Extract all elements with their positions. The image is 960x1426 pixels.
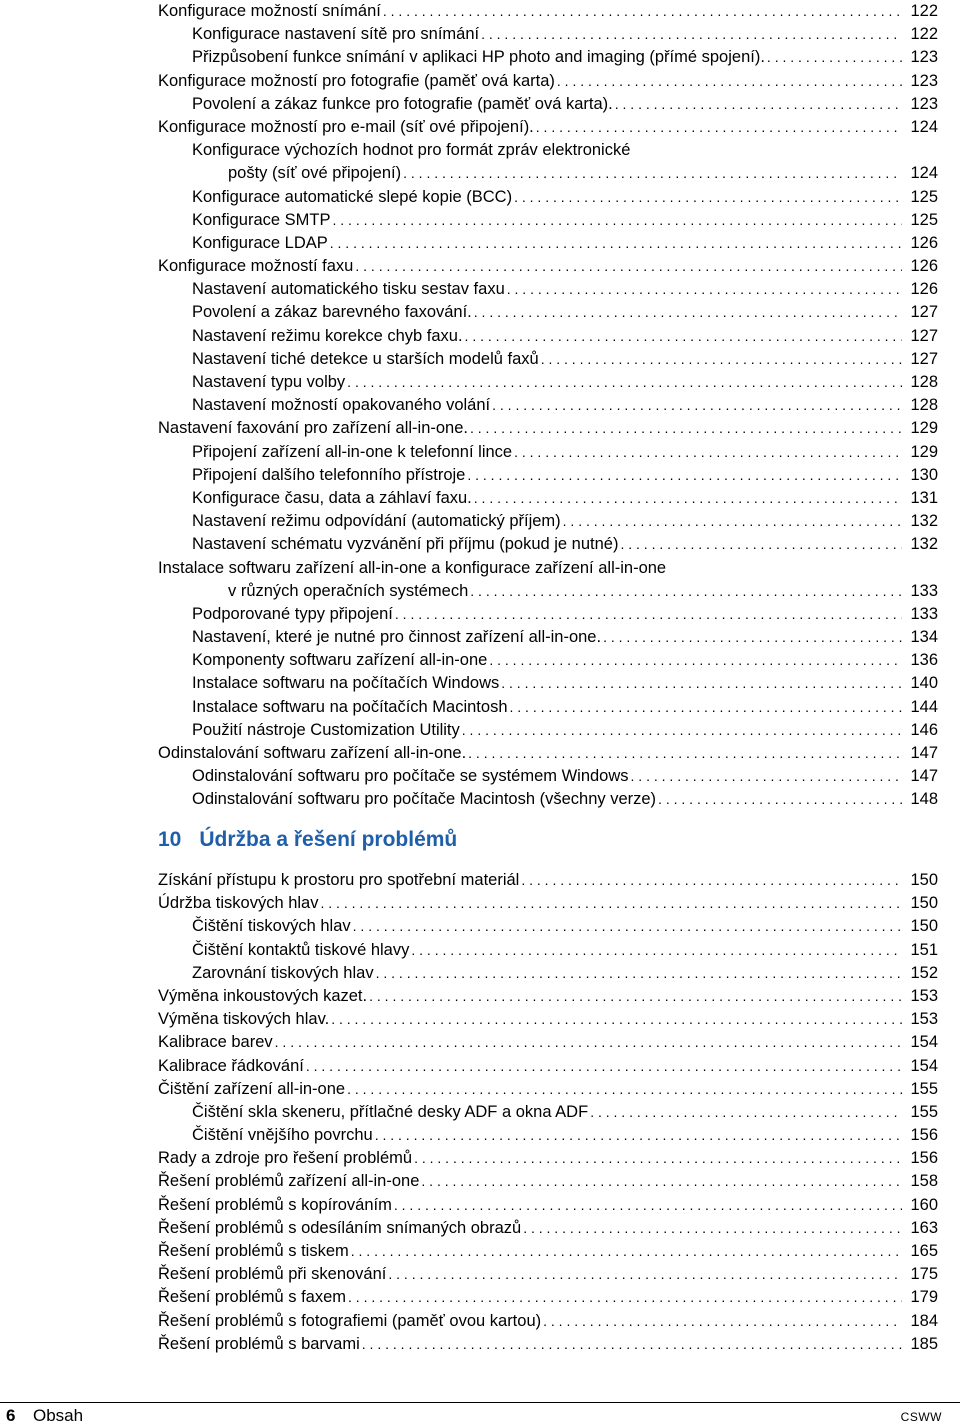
toc-entry-title: Řešení problémů s fotografiemi (paměť ovou kartou) bbox=[158, 1311, 542, 1330]
chapter-number: 10 bbox=[158, 828, 182, 851]
toc-entry-page: 131 bbox=[910, 488, 938, 507]
toc-leader-dots bbox=[541, 348, 902, 371]
toc-leader-dots bbox=[394, 1194, 902, 1217]
toc-leader-dots bbox=[543, 1310, 902, 1333]
toc-entry[interactable] bbox=[158, 626, 938, 649]
toc-entry-title: Kalibrace barev bbox=[158, 1033, 273, 1052]
toc-leader-dots bbox=[470, 580, 902, 603]
toc-section-top bbox=[158, 0, 938, 812]
toc-leader-dots bbox=[347, 1078, 902, 1101]
toc-entry-page: 146 bbox=[910, 720, 938, 739]
toc-entry-page: 150 bbox=[910, 871, 938, 889]
toc-entry[interactable] bbox=[158, 557, 938, 580]
toc-entry[interactable] bbox=[158, 1147, 938, 1170]
toc-leader-dots bbox=[557, 70, 902, 93]
toc-entry-page: 153 bbox=[910, 1010, 938, 1029]
toc-entry-page: 184 bbox=[910, 1311, 938, 1330]
toc-leader-dots bbox=[510, 696, 903, 719]
toc-leader-dots bbox=[348, 1286, 902, 1309]
toc-leader-dots bbox=[362, 1333, 902, 1356]
toc-leader-dots bbox=[514, 186, 902, 209]
toc-entry-title: Řešení problémů zařízení all-in-one bbox=[158, 1172, 420, 1191]
toc-entry-title: Odinstalování softwaru pro počítače se systémem Windows bbox=[192, 767, 629, 786]
toc-entry-page: 133 bbox=[910, 581, 938, 600]
toc-entry-title: Nastavení možností opakovaného volání bbox=[192, 396, 491, 415]
toc-entry-title: Povolení a zákaz barevného faxování. bbox=[192, 303, 472, 322]
toc-entry-page: 154 bbox=[910, 1056, 938, 1075]
toc-entry-page: 152 bbox=[910, 963, 938, 982]
toc-entry[interactable] bbox=[158, 1124, 938, 1147]
toc-entry[interactable] bbox=[158, 696, 938, 719]
toc-leader-dots bbox=[351, 1240, 902, 1263]
toc-entry-title: pošty (síť ové připojení) bbox=[228, 164, 402, 183]
toc-entry[interactable] bbox=[158, 788, 938, 811]
toc-entry-title: Čištění tiskových hlav bbox=[192, 917, 351, 936]
toc-entry-title: Konfigurace automatické slepé kopie (BCC) bbox=[192, 187, 513, 206]
toc-leader-dots bbox=[501, 672, 902, 695]
toc-entry-title: Instalace softwaru na počítačích Windows bbox=[192, 674, 500, 693]
toc-entry[interactable] bbox=[158, 417, 938, 440]
toc-entry[interactable] bbox=[158, 672, 938, 695]
toc-leader-dots bbox=[536, 116, 902, 139]
toc-leader-dots bbox=[411, 939, 902, 962]
toc-entry-page: 147 bbox=[910, 767, 938, 786]
toc-leader-dots bbox=[492, 394, 902, 417]
toc-entry-title: Podporované typy připojení bbox=[192, 604, 393, 623]
toc-entry-title: Konfigurace SMTP bbox=[192, 210, 331, 229]
toc-entry-page: 129 bbox=[910, 442, 938, 461]
toc-entry-title: Komponenty softwaru zařízení all-in-one bbox=[192, 651, 488, 670]
toc-entry-page: 156 bbox=[910, 1149, 938, 1168]
toc-entry[interactable] bbox=[158, 1310, 938, 1333]
toc-entry-page: 144 bbox=[910, 697, 938, 716]
toc-leader-dots bbox=[767, 46, 902, 69]
toc-leader-dots bbox=[395, 603, 902, 626]
toc-entry[interactable] bbox=[158, 939, 938, 962]
toc-entry[interactable] bbox=[158, 487, 938, 510]
toc-entry[interactable] bbox=[158, 186, 938, 209]
toc-entry[interactable] bbox=[158, 765, 938, 788]
toc-entry[interactable] bbox=[158, 1240, 938, 1263]
toc-entry-page: 124 bbox=[910, 117, 938, 136]
toc-entry[interactable] bbox=[158, 1078, 938, 1101]
toc-entry-page: 148 bbox=[910, 790, 938, 809]
toc-entry[interactable] bbox=[158, 962, 938, 985]
toc-entry[interactable] bbox=[158, 533, 938, 556]
toc-entry-title: Konfigurace možností snímání bbox=[158, 2, 381, 20]
toc-entry[interactable] bbox=[158, 742, 938, 765]
toc-entry-title: Řešení problémů s kopírováním bbox=[158, 1195, 392, 1214]
toc-leader-dots bbox=[331, 1008, 902, 1031]
toc-entry-title: Instalace softwaru zařízení all-in-one a konfigurace zařízení all-in-one bbox=[158, 558, 667, 577]
toc-entry-title: Získání přístupu k prostoru pro spotřební materiál bbox=[158, 871, 520, 889]
toc-entry[interactable] bbox=[158, 23, 938, 46]
chapter-title: Údržba a řešení problémů bbox=[199, 828, 458, 851]
toc-entry[interactable] bbox=[158, 985, 938, 1008]
toc-entry-title: Konfigurace možností pro fotografie (paměť ová karta) bbox=[158, 71, 555, 90]
toc-entry-title: Konfigurace výchozích hodnot pro formát zpráv elektronické bbox=[192, 141, 631, 160]
toc-entry[interactable] bbox=[158, 93, 938, 116]
toc-leader-dots bbox=[631, 765, 902, 788]
toc-entry-page: 126 bbox=[910, 280, 938, 299]
toc-leader-dots bbox=[320, 892, 902, 915]
toc-entry[interactable] bbox=[158, 1333, 938, 1356]
toc-entry-title: Řešení problémů s barvami bbox=[158, 1334, 360, 1353]
toc-section-bottom bbox=[158, 869, 938, 1356]
toc-leader-dots bbox=[523, 1217, 902, 1240]
toc-leader-dots bbox=[489, 649, 902, 672]
toc-entry-page: 155 bbox=[910, 1102, 938, 1121]
toc-leader-dots bbox=[462, 719, 902, 742]
toc-entry-page: 134 bbox=[910, 628, 938, 647]
toc-leader-dots bbox=[330, 232, 902, 255]
toc-leader-dots bbox=[620, 533, 902, 556]
toc-entry[interactable] bbox=[158, 325, 938, 348]
toc-leader-dots bbox=[369, 985, 902, 1008]
toc-entry-title: Výměna inkoustových kazet. bbox=[158, 986, 368, 1005]
toc-leader-dots bbox=[468, 742, 902, 765]
toc-leader-dots bbox=[275, 1031, 902, 1054]
toc-entry[interactable] bbox=[158, 510, 938, 533]
toc-leader-dots bbox=[353, 915, 902, 938]
toc-entry[interactable] bbox=[158, 255, 938, 278]
toc-entry-title: Použití nástroje Customization Utility bbox=[192, 720, 460, 739]
toc-entry-page: 153 bbox=[910, 986, 938, 1005]
toc-entry-page: 147 bbox=[910, 744, 938, 762]
toc-entry-title: Nastavení, které je nutné pro činnost zařízení all-in-one. bbox=[192, 628, 602, 647]
toc-entry-title: Konfigurace možností pro e-mail (síť ové připojení). bbox=[158, 117, 534, 136]
toc-entry-page: 154 bbox=[910, 1033, 938, 1052]
toc-leader-dots bbox=[355, 255, 902, 278]
toc-entry[interactable] bbox=[158, 0, 938, 23]
toc-leader-dots bbox=[467, 464, 902, 487]
toc-entry[interactable] bbox=[158, 116, 938, 139]
toc-entry-title: Nastavení režimu odpovídání (automatický příjem) bbox=[192, 512, 561, 531]
toc-entry-title: Nastavení faxování pro zařízení all-in-one. bbox=[158, 419, 468, 438]
toc-entry-page: 127 bbox=[910, 349, 938, 368]
toc-entry-page: 125 bbox=[910, 187, 938, 206]
toc-entry-page: 155 bbox=[910, 1079, 938, 1098]
toc-entry[interactable] bbox=[158, 649, 938, 672]
toc-leader-dots bbox=[403, 162, 902, 185]
toc-entry-title: Konfigurace nastavení sítě pro snímání bbox=[192, 25, 480, 44]
toc-entry-page: 126 bbox=[910, 257, 938, 276]
toc-entry-title: Konfigurace času, data a záhlaví faxu. bbox=[192, 488, 472, 507]
toc-entry-page: 179 bbox=[910, 1288, 938, 1307]
toc-entry-page: 124 bbox=[910, 164, 938, 183]
toc-entry-page: 127 bbox=[910, 326, 938, 345]
toc-entry-page: 175 bbox=[910, 1265, 938, 1284]
toc-entry[interactable] bbox=[158, 1194, 938, 1217]
toc-entry[interactable] bbox=[158, 301, 938, 324]
footer-page-number: 6 bbox=[6, 1406, 16, 1425]
toc-entry-page: 123 bbox=[910, 48, 938, 67]
toc-entry-title: Čištění vnějšího povrchu bbox=[192, 1126, 373, 1145]
toc-leader-dots bbox=[421, 1170, 902, 1193]
toc-leader-dots bbox=[514, 441, 902, 464]
toc-leader-dots bbox=[590, 1101, 902, 1124]
toc-entry[interactable] bbox=[158, 139, 938, 162]
toc-entry[interactable] bbox=[158, 1217, 938, 1240]
toc-entry-title: Čištění kontaktů tiskové hlavy bbox=[192, 940, 410, 959]
toc-entry[interactable] bbox=[158, 915, 938, 938]
toc-entry-page: 126 bbox=[910, 233, 938, 252]
toc-entry-page: 165 bbox=[910, 1242, 938, 1260]
toc-entry-title: Čištění zařízení all-in-one bbox=[158, 1079, 346, 1098]
toc-leader-dots bbox=[474, 487, 902, 510]
toc-entry[interactable] bbox=[158, 1263, 938, 1286]
toc-entry-page: 122 bbox=[910, 2, 938, 20]
toc-entry-title: Přizpůsobení funkce snímání v aplikaci HP photo and imaging (přímé spojení). bbox=[192, 48, 765, 67]
toc-entry[interactable] bbox=[158, 892, 938, 915]
toc-entry-title: Připojení dalšího telefonního přístroje bbox=[192, 465, 466, 484]
toc-entry[interactable] bbox=[158, 603, 938, 626]
toc-entry[interactable] bbox=[158, 441, 938, 464]
toc-leader-dots bbox=[414, 1147, 902, 1170]
toc-entry[interactable] bbox=[158, 46, 938, 69]
toc-entry-title: Výměna tiskových hlav. bbox=[158, 1010, 330, 1029]
toc-entry-page: 128 bbox=[910, 373, 938, 391]
toc-entry-title: Povolení a zákaz funkce pro fotografie (paměť ová karta). bbox=[192, 94, 613, 113]
toc-leader-dots bbox=[474, 301, 902, 324]
toc-entry[interactable] bbox=[158, 232, 938, 255]
toc-entry-title: Připojení zařízení all-in-one k telefonní lince bbox=[192, 442, 513, 461]
toc-entry[interactable] bbox=[158, 464, 938, 487]
toc-entry-title: Nastavení režimu korekce chyb faxu. bbox=[192, 326, 463, 345]
toc-entry-page: 158 bbox=[910, 1172, 938, 1191]
toc-leader-dots bbox=[383, 0, 902, 23]
toc-entry-title: Konfigurace LDAP bbox=[192, 233, 328, 252]
toc-entry-title: Čištění skla skeneru, přítlačné desky ADF a okna ADF bbox=[192, 1102, 589, 1121]
toc-leader-dots bbox=[306, 1055, 902, 1078]
toc-entry[interactable] bbox=[158, 580, 938, 603]
toc-entry-title: Nastavení tiché detekce u starších modelů faxů bbox=[192, 349, 539, 368]
toc-entry[interactable] bbox=[158, 1031, 938, 1054]
toc-entry-page: 150 bbox=[910, 917, 938, 936]
toc-entry-title: Kalibrace řádkování bbox=[158, 1056, 304, 1075]
toc-leader-dots bbox=[376, 962, 902, 985]
toc-entry-page: 130 bbox=[910, 465, 938, 484]
toc-leader-dots bbox=[603, 626, 902, 649]
toc-entry[interactable] bbox=[158, 1286, 938, 1309]
toc-entry-title: Rady a zdroje pro řešení problémů bbox=[158, 1149, 413, 1168]
toc-leader-dots bbox=[465, 325, 902, 348]
toc-entry-title: Instalace softwaru na počítačích Macintosh bbox=[192, 697, 508, 716]
toc-entry-title: Odinstalování softwaru pro počítače Macintosh (všechny verze) bbox=[192, 790, 657, 809]
toc-leader-dots bbox=[521, 869, 902, 892]
page-footer bbox=[0, 1402, 960, 1424]
toc-entry[interactable] bbox=[158, 162, 938, 185]
toc-entry[interactable] bbox=[158, 70, 938, 93]
toc-entry[interactable] bbox=[158, 1008, 938, 1031]
chapter-heading bbox=[158, 828, 457, 852]
toc-entry-page: 125 bbox=[910, 210, 938, 229]
toc-leader-dots bbox=[347, 371, 902, 394]
toc-leader-dots bbox=[388, 1263, 902, 1286]
toc-entry-page: 156 bbox=[910, 1126, 938, 1145]
toc-entry-title: Nastavení schématu vyzvánění při příjmu (pokud je nutné) bbox=[192, 535, 619, 554]
toc-entry-title: v různých operačních systémech bbox=[228, 581, 469, 600]
toc-entry-page: 185 bbox=[910, 1334, 938, 1353]
toc-entry-title: Konfigurace možností faxu bbox=[158, 257, 354, 276]
toc-entry-title: Zarovnání tiskových hlav bbox=[192, 963, 374, 982]
toc-entry[interactable] bbox=[158, 348, 938, 371]
toc-entry-page: 151 bbox=[910, 940, 938, 959]
toc-entry-page: 123 bbox=[910, 94, 938, 113]
footer-section-name: Obsah bbox=[33, 1406, 84, 1425]
toc-entry-page: 132 bbox=[910, 512, 938, 531]
toc-leader-dots bbox=[563, 510, 902, 533]
toc-entry[interactable] bbox=[158, 1101, 938, 1124]
toc-leader-dots bbox=[507, 278, 902, 301]
toc-entry[interactable] bbox=[158, 719, 938, 742]
toc-entry-title: Nastavení typu volby bbox=[192, 373, 346, 391]
toc-entry-page: 122 bbox=[910, 25, 938, 44]
toc-entry[interactable] bbox=[158, 278, 938, 301]
toc-entry[interactable] bbox=[158, 394, 938, 417]
toc-leader-dots bbox=[375, 1124, 902, 1147]
toc-leader-dots bbox=[615, 93, 902, 116]
toc-entry[interactable] bbox=[158, 209, 938, 232]
toc-entry[interactable] bbox=[158, 1055, 938, 1078]
toc-entry[interactable] bbox=[158, 869, 938, 892]
toc-entry-page: 123 bbox=[910, 71, 938, 90]
toc-entry-title: Odinstalování softwaru zařízení all-in-one. bbox=[158, 744, 467, 762]
toc-entry-title: Řešení problémů při skenování bbox=[158, 1265, 387, 1284]
footer-brand: CSWW bbox=[900, 1410, 942, 1424]
toc-leader-dots bbox=[470, 417, 902, 440]
toc-entry-title: Řešení problémů s faxem bbox=[158, 1288, 347, 1307]
toc-entry[interactable] bbox=[158, 371, 938, 394]
toc-entry-page: 150 bbox=[910, 894, 938, 913]
toc-entry-page: 128 bbox=[910, 396, 938, 415]
toc-entry-title: Řešení problémů s tiskem bbox=[158, 1242, 349, 1260]
toc-entry-title: Nastavení automatického tisku sestav faxu bbox=[192, 280, 505, 299]
toc-entry-page: 129 bbox=[910, 419, 938, 438]
toc-entry[interactable] bbox=[158, 1170, 938, 1193]
toc-entry-page: 160 bbox=[910, 1195, 938, 1214]
toc-entry-page: 132 bbox=[910, 535, 938, 554]
toc-leader-dots bbox=[332, 209, 902, 232]
toc-entry-page: 127 bbox=[910, 303, 938, 322]
toc-entry-page: 136 bbox=[910, 651, 938, 670]
toc-leader-dots bbox=[481, 23, 902, 46]
toc-entry-page: 133 bbox=[910, 604, 938, 623]
toc-entry-page: 163 bbox=[910, 1218, 938, 1237]
toc-entry-title: Řešení problémů s odesíláním snímaných obrazů bbox=[158, 1218, 522, 1237]
toc-entry-title: Údržba tiskových hlav bbox=[158, 894, 319, 913]
toc-leader-dots bbox=[658, 788, 902, 811]
toc-entry-page: 140 bbox=[910, 674, 938, 693]
